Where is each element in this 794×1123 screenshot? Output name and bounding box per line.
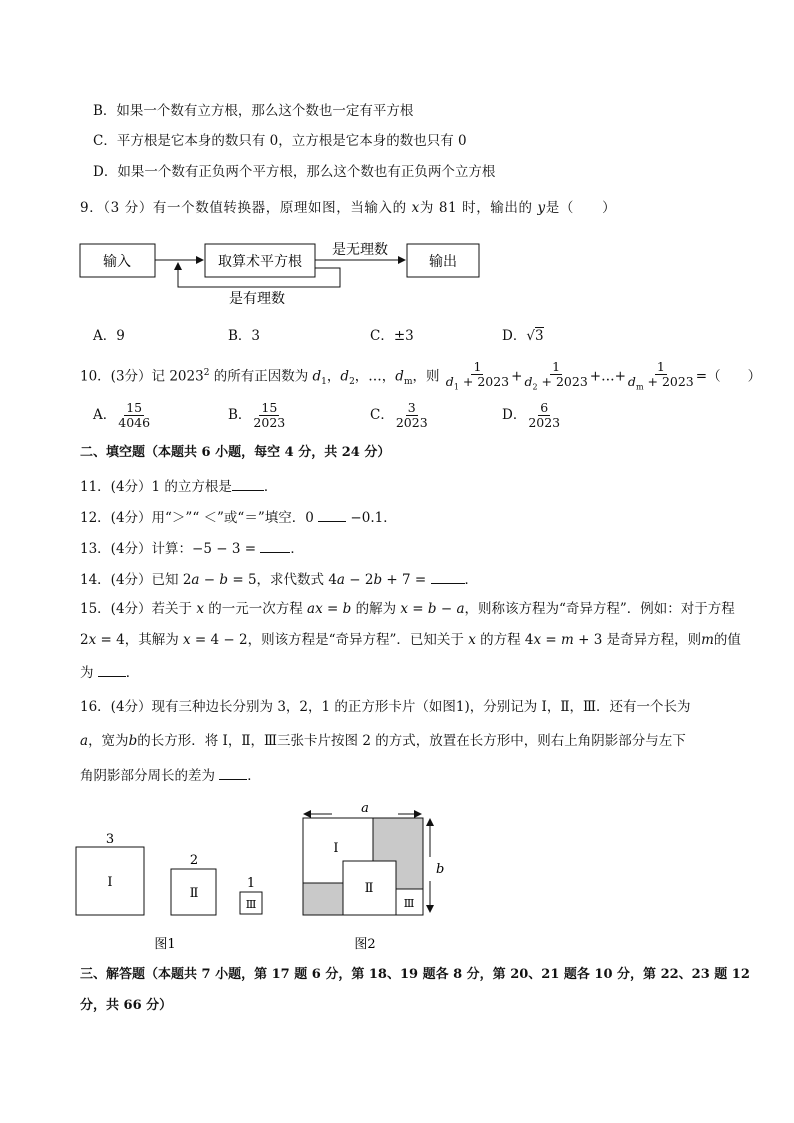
q11-answer-blank[interactable] — [232, 476, 264, 491]
fig1-side-3: 3 — [105, 832, 115, 847]
q9-option-b: B．3 — [228, 328, 261, 344]
q10-stem: 10．(3分）记 2023$^2$ 的所有正因数为 $d_1$，$d_2$，…，$d_m$，则 $\frac{1}{d_1 + 2023}$ + $\frac{1}{d_2 + 2023}$ +…+ $\frac{1}{d_m + 2023}$ =（ ） — [80, 358, 761, 397]
fig1-caption: 图1 — [154, 937, 176, 952]
fig1-label-II: Ⅱ — [189, 886, 199, 901]
q9-stem: 9．（3 分）有一个数值转换器，原理如图，当输入的 x为 81 时，输出的 y是（ ） — [80, 200, 617, 216]
q14-answer-blank[interactable] — [431, 569, 465, 584]
q15-line-2: 2x = 4，其解为 x = 4 − 2，则该方程是“奇异方程”．已知关于 x 的方程 4x = m + 3 是奇异方程，则m的值 — [80, 632, 741, 648]
fig2-label-II: Ⅱ — [364, 881, 374, 896]
fig2-label-III: Ⅲ — [403, 897, 415, 910]
fig1-side-1: 1 — [246, 876, 256, 891]
q15-line-1: 15．(4分）若关于 x 的一元一次方程 ax = b 的解为 x = b − a，则称该方程为“奇异方程”．例如：对于方程 — [80, 601, 735, 617]
flow-process-label: 取算术平方根 — [218, 254, 302, 270]
fig2-label-I: Ⅰ — [333, 841, 339, 856]
fig1-label-I: Ⅰ — [107, 875, 113, 890]
flow-output-label: 输出 — [429, 254, 457, 270]
q8-option-d: D．如果一个数有正负两个平方根，那么这个数也有正负两个立方根 — [93, 164, 496, 180]
fig1-label-III: Ⅲ — [245, 898, 257, 911]
q8-option-b: B．如果一个数有立方根，那么这个数也一定有平方根 — [93, 103, 414, 119]
q12: 12．(4分）用“＞”“ ＜”或“＝”填空．0 −0.1． — [80, 507, 397, 528]
fig2-label-a: a — [361, 801, 369, 816]
q10-fraction-1: $\frac{1}{d_1 + 2023}$ — [445, 358, 510, 392]
q8-option-c: C．平方根是它本身的数只有 0，立方根是它本身的数也只有 0 — [93, 133, 467, 149]
section-2-heading: 二、填空题（本题共 6 小题，每空 4 分，共 24 分） — [80, 445, 391, 460]
q11: 11．(4分）1 的立方根是 ． — [80, 476, 277, 497]
flow-irrational-label: 是无理数 — [332, 242, 388, 258]
q10-option-d: D． $\frac{6}{2023}$ — [502, 400, 561, 430]
q10-option-c: C． $\frac{3}{2023}$ — [370, 400, 428, 430]
q10-fraction-2: $\frac{1}{d_2 + 2023}$ — [524, 358, 588, 392]
q16-figure-1 — [70, 825, 290, 955]
sqrt-icon: √ — [526, 328, 535, 344]
section-3-heading-line-2: 分，共 66 分） — [80, 998, 173, 1013]
q9-option-a: A．9 — [93, 328, 125, 344]
q15-answer-blank[interactable] — [98, 662, 126, 677]
fig2-label-b: b — [436, 862, 445, 877]
q10-option-a: A． $\frac{15}{4046}$ — [93, 400, 151, 430]
q13: 13．(4分）计算：−5 − 3 = ． — [80, 538, 304, 559]
q13-answer-blank[interactable] — [260, 538, 290, 553]
q9-option-c: C．±3 — [370, 328, 414, 344]
section-3-heading-line-1: 三、解答题（本题共 7 小题，第 17 题 6 分，第 18、19 题各 8 分，第 20、21 题各 10 分，第 22、23 题 12 — [80, 967, 750, 982]
flow-rational-label: 是有理数 — [229, 291, 285, 307]
q12-answer-blank[interactable] — [318, 507, 346, 522]
q15-line-3: 为 ． — [80, 662, 139, 683]
q16-figure-2 — [290, 797, 450, 957]
q9-option-d: D．√3 — [502, 328, 544, 344]
q9-flow-diagram — [70, 230, 500, 310]
q10-option-b: B． $\frac{15}{2023}$ — [228, 400, 286, 430]
q10-fraction-m: $\frac{1}{d_m + 2023}$ — [627, 358, 694, 392]
fig1-side-2: 2 — [189, 853, 199, 868]
fig2-caption: 图2 — [354, 937, 376, 952]
q14: 14．(4分）已知 2a − b = 5，求代数式 4a − 2b + 7 = ． — [80, 569, 478, 590]
q16-answer-blank[interactable] — [219, 765, 247, 780]
q16-line-3: 角阴影部分周长的差为 ． — [80, 765, 261, 786]
q16-line-1: 16．(4分）现有三种边长分别为 3，2，1 的正方形卡片（如图1)，分别记为 Ⅰ，Ⅱ，Ⅲ．还有一个长为 — [80, 699, 691, 715]
fig2-shade-bottom-left — [303, 883, 343, 915]
q16-line-2: a，宽为b的长方形．将 Ⅰ，Ⅱ，Ⅲ三张卡片按图 2 的方式，放置在长方形中，则右上角阴影部分与左下 — [80, 733, 686, 749]
flow-input-label: 输入 — [103, 254, 131, 270]
